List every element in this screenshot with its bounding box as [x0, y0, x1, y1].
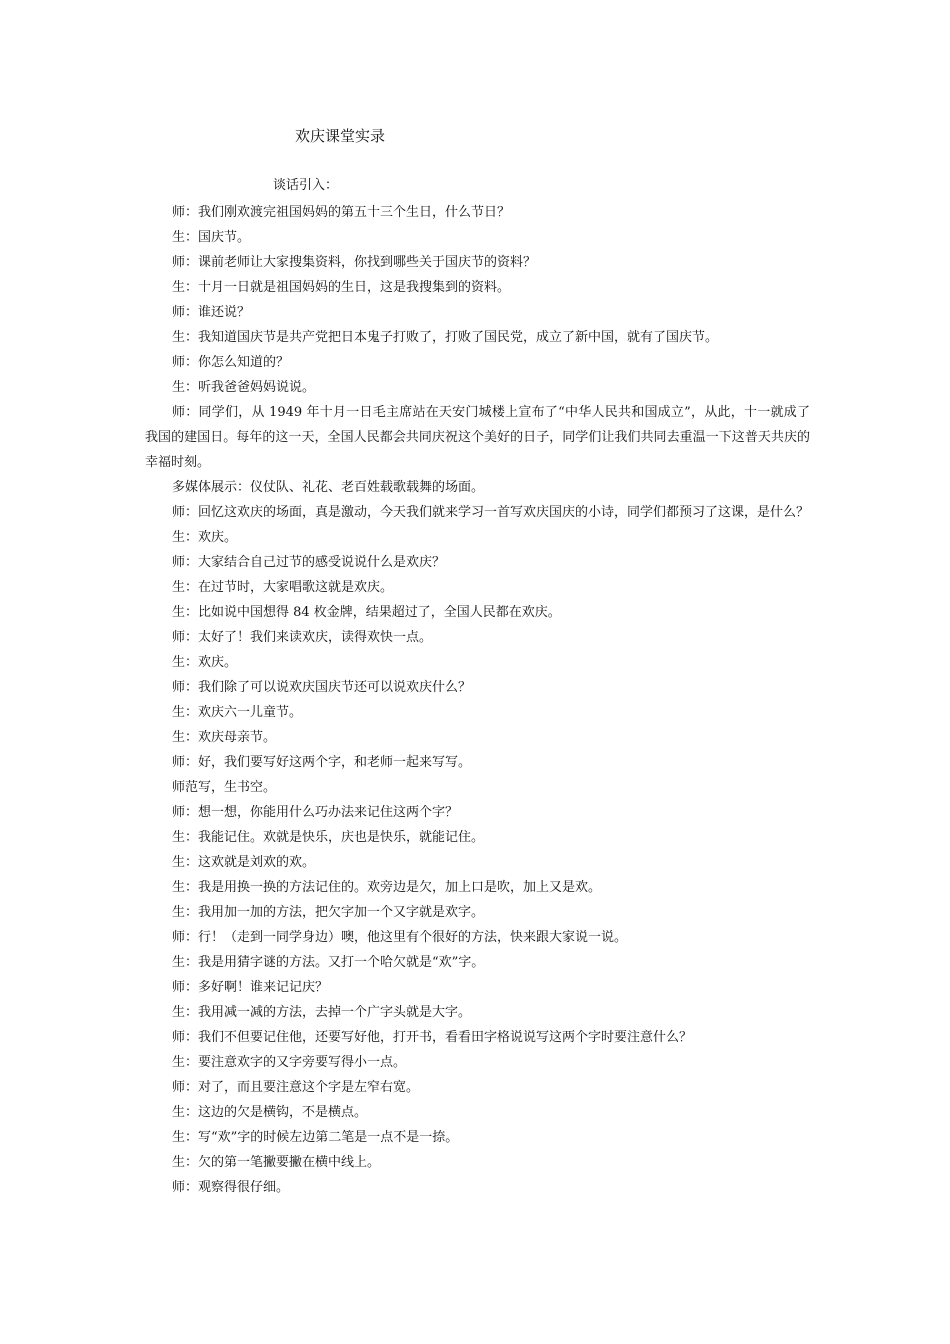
dialogue-paragraph: 生：在过节时，大家唱歌这就是欢庆。	[172, 580, 394, 595]
dialogue-paragraph: 师：我们除了可以说欢庆国庆节还可以说欢庆什么？	[172, 680, 472, 695]
dialogue-paragraph: 生：我是用猜字谜的方法。又打一个哈欠就是“欢”字。	[172, 955, 485, 970]
dialogue-paragraph: 生：欢庆。	[172, 530, 238, 545]
dialogue-paragraph: 生：比如说中国想得 84 枚金牌，结果超过了，全国人民都在欢庆。	[172, 605, 561, 620]
dialogue-paragraph: 生：我是用换一换的方法记住的。欢旁边是欠，加上口是吹，加上又是欢。	[172, 880, 602, 895]
dialogue-paragraph: 生：欢庆六一儿童节。	[172, 705, 303, 720]
dialogue-paragraph: 生：要注意欢字的又字旁要写得小一点。	[172, 1055, 407, 1070]
dialogue-body	[145, 200, 810, 1200]
dialogue-paragraph: 生：我能记住。欢就是快乐，庆也是快乐，就能记住。	[172, 830, 485, 845]
dialogue-paragraph: 生：欠的第一笔撇要撇在横中线上。	[172, 1155, 381, 1170]
dialogue-paragraph: 生：听我爸爸妈妈说说。	[172, 380, 316, 395]
dialogue-paragraph: 生：我用减一减的方法，去掉一个广字头就是大字。	[172, 1005, 472, 1020]
dialogue-paragraph: 师：多好啊！谁来记记庆？	[172, 980, 329, 995]
dialogue-paragraph: 师：太好了！我们来读欢庆，读得欢快一点。	[172, 630, 433, 645]
dialogue-paragraph: 师范写，生书空。	[172, 780, 277, 795]
dialogue-paragraph: 生：欢庆母亲节。	[172, 730, 277, 745]
document-title: 欢庆课堂实录	[295, 127, 386, 145]
dialogue-paragraph: 师：我们不但要记住他，还要写好他，打开书，看看田字格说说写这两个字时要注意什么？	[172, 1030, 693, 1045]
dialogue-paragraph: 生：欢庆。	[172, 655, 238, 670]
dialogue-paragraph: 师：行！（走到一同学身边）噢，他这里有个很好的方法，快来跟大家说一说。	[172, 930, 628, 945]
dialogue-paragraph: 师：同学们，从 1949 年十月一日毛主席站在天安门城楼上宣布了“中华人民共和国成立”，从此，十一就成了我国的建国日。每年的这一天，全国人民都会共同庆祝这个美好的日子，同学们让我们共同去重温一下这普天共庆的幸福时刻。	[145, 405, 810, 470]
dialogue-paragraph: 师：对了，而且要注意这个字是左窄右宽。	[172, 1080, 420, 1095]
dialogue-paragraph: 生：这欢就是刘欢的欢。	[172, 855, 316, 870]
dialogue-paragraph: 师：好，我们要写好这两个字，和老师一起来写写。	[172, 755, 472, 770]
dialogue-paragraph: 师：你怎么知道的？	[172, 355, 290, 370]
dialogue-paragraph: 生：我用加一加的方法，把欠字加一个又字就是欢字。	[172, 905, 485, 920]
dialogue-paragraph: 师：课前老师让大家搜集资料，你找到哪些关于国庆节的资料？	[172, 255, 537, 270]
dialogue-paragraph: 生：国庆节。	[172, 230, 251, 245]
dialogue-paragraph: 生：我知道国庆节是共产党把日本鬼子打败了，打败了国民党，成立了新中国，就有了国庆节。	[172, 330, 719, 345]
dialogue-paragraph: 师：回忆这欢庆的场面，真是激动，今天我们就来学习一首写欢庆国庆的小诗，同学们都预习了这课，是什么？	[172, 505, 810, 520]
dialogue-paragraph: 师：谁还说？	[172, 305, 251, 320]
dialogue-paragraph: 师：大家结合自己过节的感受说说什么是欢庆？	[172, 555, 446, 570]
dialogue-paragraph: 师：观察得很仔细。	[172, 1180, 290, 1195]
section-heading: 谈话引入：	[273, 178, 339, 193]
dialogue-paragraph: 生：写“欢”字的时候左边第二笔是一点不是一捺。	[172, 1130, 459, 1145]
dialogue-paragraph: 师：我们刚欢渡完祖国妈妈的第五十三个生日，什么节日？	[172, 205, 511, 220]
dialogue-paragraph: 生：十月一日就是祖国妈妈的生日，这是我搜集到的资料。	[172, 280, 511, 295]
dialogue-paragraph: 生：这边的欠是横钩，不是横点。	[172, 1105, 368, 1120]
dialogue-paragraph: 师：想一想，你能用什么巧办法来记住这两个字？	[172, 805, 459, 820]
dialogue-paragraph: 多媒体展示：仪仗队、礼花、老百姓载歌载舞的场面。	[172, 480, 485, 495]
